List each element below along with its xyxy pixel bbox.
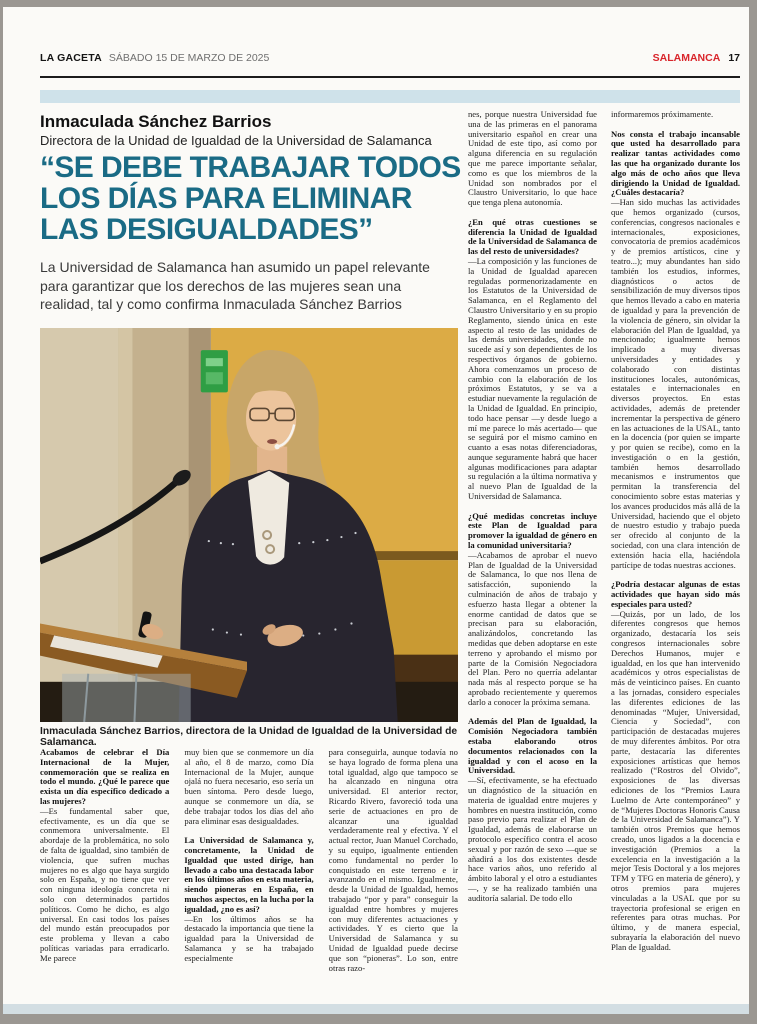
photo-exit-sign-glyph2 [206,372,223,384]
edition-date: SÁBADO 15 DE MARZO DE 2025 [108,52,270,64]
article-headline: “SE DEBE TRABAJAR TODOS LOS DÍAS PARA ELIMINAR LAS DESIGUALDADES” [40,151,461,246]
article-photo [40,328,458,722]
photo-exit-sign [201,350,228,392]
body-column-2 [184,748,313,973]
masthead [40,52,269,64]
section-pagenum [653,52,740,64]
interview-question: ¿En qué otras cuestiones se diferencia la Unidad de Igualdad de la Universidad de Salamanca de las del resto de universidades? [468,216,597,257]
page-bottom-strip [3,1004,749,1014]
body-column-1 [40,748,169,973]
body-column-5 [611,110,740,953]
scan-edge-top [0,0,757,7]
photo-illustration [40,328,458,722]
interview-answer: —Sí, efectivamente, se ha efectuado un diagnóstico de la situación en materia de igualdad entre mujeres y hombres en nuestra institución, como paso previo para realizar el Plan de Igualdad, además de elaborarse un protocolo específico contra el acoso sexual y por razón de sexo —que se añadirá a los dos existentes desde hace varios años, uno referido al ámbito laboral y el otro a estudiantes—, y se ha realizado también una auditoría salarial. De todo ello [468,775,597,903]
scan-edge-bottom [0,1014,757,1024]
photo-caption: Inmaculada Sánchez Barrios, directora de la Unidad de Igualdad de la Universidad de Salamanca. [40,726,458,748]
byline-name: Inmaculada Sánchez Barrios [40,112,272,131]
photo-exit-sign-glyph [206,358,223,366]
body-columns-right [468,110,740,953]
article-standfirst: La Universidad de Salamanca han asumido un papel relevante para garantizar que los derechos de las mujeres sean una realidad, tal y como confirma Inmaculada Sánchez Barrios [40,259,430,312]
scan-edge-left [0,0,3,1024]
interview-answer: —Acabamos de aprobar el nuevo Plan de Igualdad de la Universidad de Salamanca, lo que nos llena de satisfacción, suponiendo la culminación de años de trabajo y esfuerzo hasta llegar a obtener la enorme cantidad de datos que se precisan para su elaboración, analizándolos, concretando las medidas que deben adoptarse en este terreno y aprobando el mismo por parte de la Comisión Negociadora del Plan. Pero no querría adelantar nada más al respecto porque se ha aprobado recientemente y queremos darlo a conocer la próxima semana. [468,549,597,707]
page-header [40,52,740,64]
newspaper-brand: LA GACETA [40,52,102,64]
interview-answer: nes, porque nuestra Universidad fue una de las primeras en el panorama universitario español en crear una Unidad de este tipo, así como por alguna diferencia en su regulación que me parece importante señalar, como es que los miembros de la Unidad son nombrados por el Claustro Universitario, lo que hace que tenga plena autonomía. [468,109,597,208]
body-column-3 [329,748,458,973]
interview-answer: para conseguirla, aunque todavía no se haya logrado de forma plena una total igualdad, algo que tampoco se ha alcanzado en ninguna otra universidad. El anterior rector, Ricardo Rivero, favoreció toda una serie de actuaciones en pro de alcanzar una igualdad verdaderamente real y efectiva. Y el actual rector, Juan Manuel Corchado, y su equipo, igualmente entienden como fundamental no perder lo conquistado en este terreno e ir avanzando en el mismo. Igualmente, desde la Unidad de Igualdad, hemos trabajado “por y para” conseguir la igualdad entre hombres y mujeres con muy diferentes actuaciones y actividades. Y es cierto que la Universidad de Salamanca y su Unidad de Igualdad puede decirse que son “pioneras”. Lo son, entre otras razo- [328,747,458,973]
interview-question: Acabamos de celebrar el Día Internacional de la Mujer, conmemoración que se realiza en todo el mundo. ¿Qué le parece que exista un día específico dedicado a las mujeres? [40,747,170,806]
header-rule [40,76,740,78]
byline-role: Directora de la Unidad de Igualdad de la Universidad de Salamanca [40,133,432,148]
interview-question: ¿Podría destacar algunas de estas actividades que hayan sido más especiales para usted? [611,579,740,609]
interview-answer: —Quizás, por un lado, de los diferentes congresos que hemos organizado, destacaría los seis congresos internacionales sobre Derechos Humanos, mujer e igualdad, en los que han intervenido académicos y otros especialistas de más de veinticinco países. En cuanto a las jornadas, considero especiales las diferentes ediciones de las denominadas “Mujer, Universidad, Ciencia y Sociedad”, con participación de destacadas mujeres de muy diferentes ámbitos. Por otra parte, destacaría las diferentes exposiciones artísticas que hemos realizado (“Rostros del Olvido”, exposiciones de las diversas ediciones de los “Premios Laura Luelmo de Arte contemporáneo” y de “Mujeres Doctoras Honoris Causa de la Universidad de Salamanca”). Y también otros Premios que hemos creado, unos ligados a la docencia e investigación (Premios a la excelencia en la investigación a la mejor Tesis Doctoral y a los mejores TFM y TFG en materia de género), y otros premios para mujeres vinculadas a la USAL que por su trayectoria profesional se erigen en referentes para otras muchas. Por último, y de manera especial, subrayaría la elaboración del nuevo Plan de Igualdad. [611,608,740,952]
interview-answer: informaremos próximamente. [611,109,714,119]
interview-answer: muy bien que se conmemore un día al año, el 8 de marzo, como Día Internacional de la Mujer, aunque ojalá no fuera necesario, eso sería un buen síntoma. Pero desde luego, aunque se conmemore un día, se debe trabajar todos los días del año para eliminar esas desigualdades. [184,747,314,826]
interview-question: Además del Plan de Igualdad, la Comisión Negociadora también estaba elaborando otros documentos relacionados con la igualdad y con el acoso en la Universidad. [468,716,597,776]
interview-question: ¿Qué medidas concretas incluye este Plan de Igualdad para promover la igualdad de género en la comunidad universitaria? [468,510,597,551]
scan-edge-right [749,0,757,1024]
interview-answer: —En los últimos años se ha destacado la importancia que tiene la igualdad para la Universidad de Salamanca y se ha trabajado especialmente [184,913,314,963]
page-number: 17 [728,52,740,64]
interview-answer: —Han sido muchas las actividades que hemos organizado (cursos, conferencias, congresos nacionales e internacionales, exposiciones, convocatoria de premios académicos y de premios artísticos, cine y teatro...); muy abundantes han sido también los estudios, informes, diagnósticos o actos de sensibilización de muy diversos tipos que hemos llevado a cabo en materia de igualdad y para la prevención de la violencia de género, sin olvidar la elaboración del Plan de Igualdad, ya mencionado; igualmente hemos implicado a muy diversas universidades y entidades y colaborado con distintas instituciones locales, autonómicas, estatales e internacionales en diversos proyectos. En estas actividades, además de pretender incrementar la perspectiva de género en las actuaciones de la USAL, tanto en la docencia (por quien se imparte y por quien se recibe), como en la investigación o en la gestión, también hemos desarrollado mecanismos e instrumentos que permitan la transferencia del conocimiento sobre estas materias y los avances producidos más allá de la Universidad, haciendo que el objeto de nuestro estudio y trabajo pueda ser ofrecido al conjunto de la sociedad, con una clara intención de extensión hacia ella, haciéndola partícipe de todas nuestras acciones. [611,197,740,570]
photo-woman-mouth [267,439,277,444]
interview-question: La Universidad de Salamanca y, concretamente, la Unidad de Igualdad que usted dirige, han llevado a cabo una destacada labor en los últimos años en esta materia, siendo pioneras en España, en muchos aspectos, en la lucha por la igualdad, ¿no es así? [184,835,314,914]
section-label: SALAMANCA [652,52,721,64]
blue-band [40,90,740,103]
body-columns-left [40,748,458,973]
interview-answer: —Es fundamental saber que, efectivamente, es un día que se conmemora universalmente. El abordaje de la problemática, no solo de falta de igualdad, sino también de violencia, que sufren muchas mujeres no es algo que haya surgido solo en España, y no tiene que ver con ninguna ideología concreta ni solo con determinados partidos políticos. Como he dicho, es algo universal. En casi todos los países del mundo están preocupados por este problema y llevan a cabo políticas variadas para erradicarlo. Me parece [40,805,170,963]
interview-question: Nos consta el trabajo incansable que usted ha desarrollado para realizar tantas actividades como las que ha organizado durante los algo más de ocho años que lleva dirigiendo la Unidad de Igualdad. ¿Cuáles destacaría? [611,128,740,198]
body-column-4 [468,110,597,953]
photo-lectern-glass [62,674,191,722]
photo-headset-mic-tip [275,444,280,449]
interview-answer: —La composición y las funciones de la Unidad de Igualdad aparecen reguladas pormenorizadamente en los Estatutos de la Universidad de Salamanca, en el Reglamento del Claustro Universitario y en su propio Reglamento, siendo única en este aspecto al resto de las unidades de las demás universidades, donde no sucede así y son dependientes de los respectivos órganos de gobierno. Ahora comenzamos un proceso de cambio con la elaboración de los próximos Estatutos, y se va a estudiar nuevamente la regulación de la Unidad de Igualdad. En principio, todo hace pensar —y desde luego a mí me parece lo más acertado— que se seguirá por el mismo camino en cuanto a esas notas diferenciadoras, aunque seguramente habrá que hacer algunas modificaciones para adaptar su regulación a la última normativa y al nuevo Plan de Igualdad de la Universidad de Salamanca. [468,255,597,502]
